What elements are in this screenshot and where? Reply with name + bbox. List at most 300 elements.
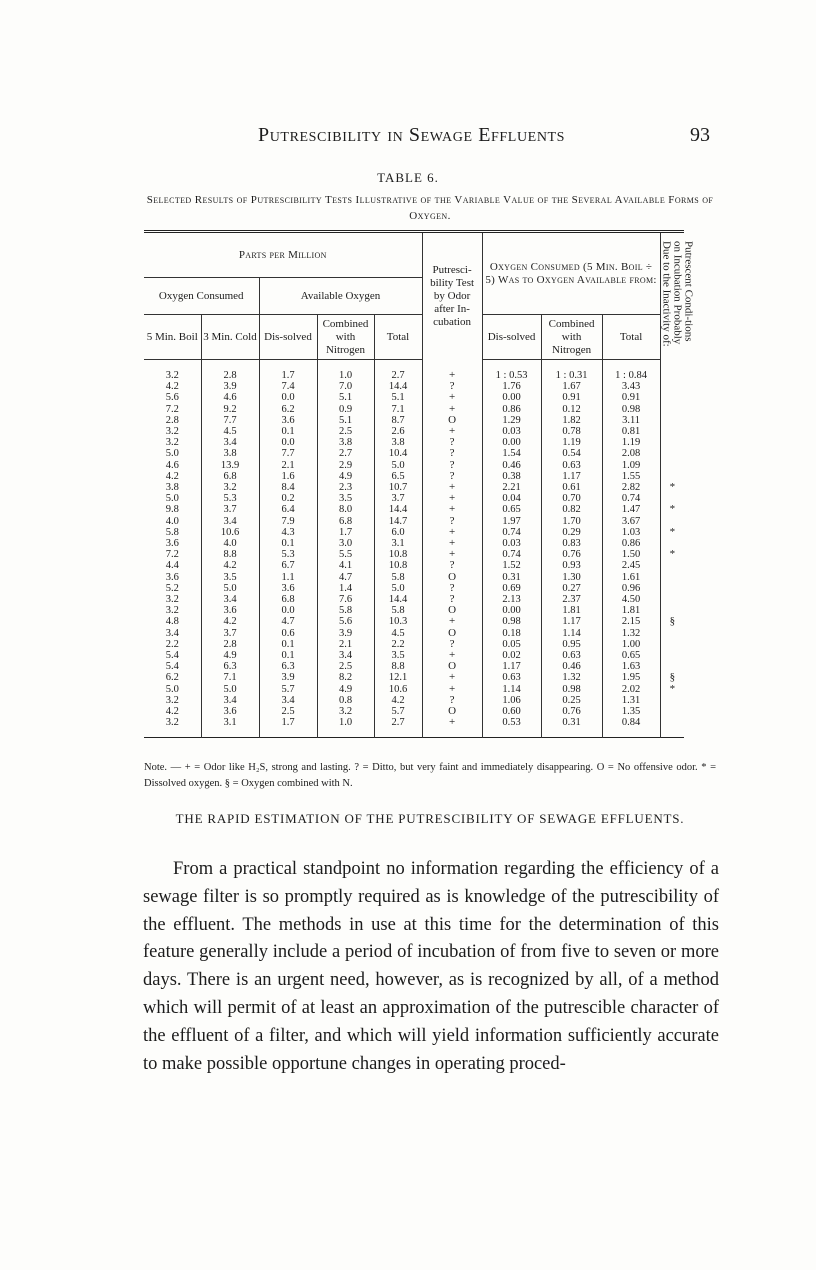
table-cell: 4.2 <box>144 381 201 392</box>
table-cell: 1.67 <box>541 381 602 392</box>
table-row <box>144 616 684 627</box>
table-cell: 2.13 <box>482 594 541 605</box>
oxygen-consumed-header: Oxygen Consumed <box>144 278 259 315</box>
table-cell: 0.91 <box>541 392 602 403</box>
table-row <box>144 717 684 737</box>
table-cell: 10.8 <box>374 560 422 571</box>
table-row <box>144 471 684 482</box>
table-cell: 1.03 <box>602 527 660 538</box>
table-cell: + <box>422 616 482 627</box>
table-cell: ? <box>422 437 482 448</box>
table-body <box>144 360 684 738</box>
table-cell: 3.6 <box>144 538 201 549</box>
table-row <box>144 392 684 403</box>
table-cell: 3.4 <box>201 695 259 706</box>
table-cell: 3.9 <box>201 381 259 392</box>
table-cell: 7.2 <box>144 549 201 560</box>
table-cell: 8.8 <box>374 661 422 672</box>
table-cell: 6.8 <box>317 516 374 527</box>
table-row <box>144 628 684 639</box>
table-cell: 1.14 <box>482 684 541 695</box>
table-cell: 2.5 <box>317 661 374 672</box>
table-cell: 4.9 <box>201 650 259 661</box>
table-cell: 10.8 <box>374 549 422 560</box>
table-cell: 3.2 <box>144 594 201 605</box>
body-paragraph: From a practical standpoint no information regarding the efficiency of a sewage filter is so promptly required as is knowledge of the putrescibility of the effluent. The methods in use at this time for the determination of this feature generally include a period of incubation of from five to seven or more days. There is an urgent need, however, as is recognized by all, of a method which will permit of at least an approximation of the putrescible character of the effluent of a filter, and which will yield information sufficiently accurate to make possible opportune changes in operating proced- <box>143 859 719 1074</box>
table-cell: 1.47 <box>602 504 660 515</box>
table-cell: 8.8 <box>201 549 259 560</box>
table-cell: 1.19 <box>541 437 602 448</box>
table-cell: 1.6 <box>259 471 317 482</box>
table-cell: 0.1 <box>259 538 317 549</box>
table-cell: + <box>422 650 482 661</box>
table-cell: O <box>422 605 482 616</box>
table-cell: + <box>422 527 482 538</box>
table-cell: 0.74 <box>482 549 541 560</box>
table-row <box>144 650 684 661</box>
table-cell: 1.7 <box>317 527 374 538</box>
table-cell: 2.1 <box>259 460 317 471</box>
table-cell: 0.74 <box>602 493 660 504</box>
table-cell: 3.8 <box>374 437 422 448</box>
table-cell: 4.7 <box>259 616 317 627</box>
table-cell: 5.3 <box>259 549 317 560</box>
table-cell: 5.3 <box>201 493 259 504</box>
ratio-dissolved-header: Dis-solved <box>482 315 541 360</box>
table-cell: 5.7 <box>374 706 422 717</box>
table-cell: 1.82 <box>541 415 602 426</box>
dissolved-header: Dis-solved <box>259 315 317 360</box>
table-cell: 2.08 <box>602 448 660 459</box>
table-cell: 2.2 <box>374 639 422 650</box>
table-cell: 1.32 <box>541 672 602 683</box>
table-cell: 1.17 <box>541 471 602 482</box>
table-row <box>144 460 684 471</box>
table-cell: 3.6 <box>259 415 317 426</box>
table-cell: 6.2 <box>259 404 317 415</box>
table-row <box>144 560 684 571</box>
table-cell: 3.2 <box>144 360 201 382</box>
table-cell: 1.97 <box>482 516 541 527</box>
table-row <box>144 516 684 527</box>
table-cell: 0.78 <box>541 426 602 437</box>
table-cell: 4.2 <box>144 471 201 482</box>
table-cell: * <box>669 525 676 538</box>
table-cell: ? <box>422 560 482 571</box>
table-cell: 2.2 <box>144 639 201 650</box>
table-cell: + <box>422 717 482 737</box>
table-row <box>144 684 684 695</box>
table-cell: 1.09 <box>602 460 660 471</box>
table-cell: 2.45 <box>602 560 660 571</box>
table-cell: * <box>669 481 676 494</box>
table-cell: 3.2 <box>317 706 374 717</box>
table-cell: 5.0 <box>144 448 201 459</box>
putrescibility-test-header: Putresci-bility Test by Odor after In-cubation <box>422 232 482 360</box>
table-cell <box>660 560 684 571</box>
table-cell: 0.63 <box>541 650 602 661</box>
table-cell: 3.1 <box>201 717 259 737</box>
table-cell: 1.19 <box>602 437 660 448</box>
table-cell: 1.00 <box>602 639 660 650</box>
table-cell: 1.76 <box>482 381 541 392</box>
table-row <box>144 493 684 504</box>
table-cell: 0.60 <box>482 706 541 717</box>
table-cell: 1 : 0.31 <box>541 360 602 382</box>
table-cell: 2.8 <box>144 415 201 426</box>
table-cell <box>660 360 684 382</box>
table-cell: 3.2 <box>144 437 201 448</box>
table-row <box>144 415 684 426</box>
table-cell: 3.4 <box>201 516 259 527</box>
table-cell <box>660 583 684 594</box>
table-cell: 1.7 <box>259 717 317 737</box>
table-cell: 7.1 <box>374 404 422 415</box>
table-cell: 5.0 <box>374 583 422 594</box>
table-cell: 0.00 <box>482 437 541 448</box>
table-cell: + <box>422 672 482 683</box>
table-cell: 4.2 <box>201 560 259 571</box>
table-cell: 1.63 <box>602 661 660 672</box>
table-cell: 6.8 <box>259 594 317 605</box>
table-cell: 5.0 <box>144 684 201 695</box>
table-cell: 0.00 <box>482 392 541 403</box>
table-cell: 3.43 <box>602 381 660 392</box>
table-cell: 7.7 <box>201 415 259 426</box>
table-cell: 0.76 <box>541 549 602 560</box>
table-cell: 3.8 <box>317 437 374 448</box>
five-min-boil-header: 5 Min. Boil <box>144 315 201 360</box>
table-cell: 1.70 <box>541 516 602 527</box>
table-cell: 3.4 <box>317 650 374 661</box>
table-cell <box>660 437 684 448</box>
table-cell: 1.54 <box>482 448 541 459</box>
table-cell: 14.4 <box>374 504 422 515</box>
table-cell: 1 : 0.53 <box>482 360 541 382</box>
table-cell: 4.4 <box>144 560 201 571</box>
table-cell: 0.65 <box>482 504 541 515</box>
table-cell: 0.63 <box>541 460 602 471</box>
table-cell <box>660 415 684 426</box>
table-cell: 0.05 <box>482 639 541 650</box>
table-cell: 7.1 <box>201 672 259 683</box>
table-cell: 2.3 <box>317 482 374 493</box>
table-cell: O <box>422 628 482 639</box>
table-cell: 3.0 <box>317 538 374 549</box>
table-cell: 4.8 <box>144 616 201 627</box>
table-row <box>144 437 684 448</box>
table-cell: 0.82 <box>541 504 602 515</box>
table-cell: 0.84 <box>602 717 660 737</box>
table-cell: 5.2 <box>144 583 201 594</box>
table-cell: 5.1 <box>317 392 374 403</box>
ratio-combined-header: Combined with Nitrogen <box>541 315 602 360</box>
table-cell: 5.8 <box>144 527 201 538</box>
table-cell: 10.4 <box>374 448 422 459</box>
table-cell: ? <box>422 594 482 605</box>
table-cell: ? <box>422 460 482 471</box>
table-cell: 2.82 <box>602 482 660 493</box>
table-cell: 0.2 <box>259 493 317 504</box>
table-cell: 0.76 <box>541 706 602 717</box>
table-cell: 2.7 <box>374 717 422 737</box>
table-cell: 0.0 <box>259 605 317 616</box>
putrescibility-table <box>144 230 695 738</box>
table-cell: 7.0 <box>317 381 374 392</box>
parts-per-million-header: Parts per Million <box>144 232 422 278</box>
table-cell: 2.5 <box>259 706 317 717</box>
table-cell: 0.70 <box>541 493 602 504</box>
table-cell: * <box>669 548 676 561</box>
table-cell: 0.83 <box>541 538 602 549</box>
table-cell: 1.14 <box>541 628 602 639</box>
table-cell: + <box>422 684 482 695</box>
table-cell <box>660 460 684 471</box>
table-cell: 5.0 <box>201 583 259 594</box>
table-row <box>144 538 684 549</box>
oxygen-consumed-ratio-header: Oxygen Consumed (5 Min. Boil ÷ 5) Was to Oxygen Available from: <box>482 232 660 315</box>
table-cell: 7.9 <box>259 516 317 527</box>
table-cell: 2.15 <box>602 616 660 627</box>
table-cell <box>660 717 684 737</box>
table-cell: 0.1 <box>259 650 317 661</box>
table-cell: 3.4 <box>259 695 317 706</box>
table-cell: 1.29 <box>482 415 541 426</box>
table-cell: ? <box>422 516 482 527</box>
table-cell: 0.38 <box>482 471 541 482</box>
table-cell: 1.4 <box>317 583 374 594</box>
table-row <box>144 672 684 683</box>
table-cell: 13.9 <box>201 460 259 471</box>
total-header: Total <box>374 315 422 360</box>
table-cell: 2.1 <box>317 639 374 650</box>
table-row <box>144 448 684 459</box>
table-cell: 9.2 <box>201 404 259 415</box>
table-label: TABLE 6. <box>377 170 439 185</box>
body-text <box>143 856 719 1078</box>
table-cell: 4.3 <box>259 527 317 538</box>
table-cell: 3.7 <box>201 628 259 639</box>
table-caption: Selected Results of Putrescibility Tests Illustrative of the Variable Value of the Several Available Forms of Oxygen. <box>146 194 714 222</box>
table-cell: 5.6 <box>317 616 374 627</box>
table-cell: 8.7 <box>374 415 422 426</box>
table-cell: 0.98 <box>482 616 541 627</box>
table-row <box>144 482 684 493</box>
table-cell: 3.2 <box>144 426 201 437</box>
table-cell: 4.1 <box>317 560 374 571</box>
table-cell <box>660 695 684 706</box>
table-cell: 6.3 <box>201 661 259 672</box>
table-cell: 3.2 <box>144 717 201 737</box>
table-cell: 4.50 <box>602 594 660 605</box>
available-oxygen-header: Available Oxygen <box>259 278 422 315</box>
table-cell: 6.5 <box>374 471 422 482</box>
table-cell <box>660 628 684 639</box>
table-cell: 4.6 <box>201 392 259 403</box>
table-cell: 6.2 <box>144 672 201 683</box>
table-cell: 1.55 <box>602 471 660 482</box>
table-cell: 5.7 <box>259 684 317 695</box>
table-cell: 7.6 <box>317 594 374 605</box>
table-row <box>144 605 684 616</box>
table-cell: 0.69 <box>482 583 541 594</box>
section-heading: THE RAPID ESTIMATION OF THE PUTRESCIBILITY OF SEWAGE EFFLUENTS. <box>175 811 685 826</box>
table-cell: 6.0 <box>374 527 422 538</box>
three-min-cold-header: 3 Min. Cold <box>201 315 259 360</box>
table-cell <box>660 706 684 717</box>
table-cell: 1.50 <box>602 549 660 560</box>
table-cell: 3.6 <box>201 605 259 616</box>
table-cell: 0.02 <box>482 650 541 661</box>
table-cell: 1.30 <box>541 572 602 583</box>
table-cell: 3.67 <box>602 516 660 527</box>
table-cell: 14.4 <box>374 381 422 392</box>
table-cell: + <box>422 538 482 549</box>
table-cell <box>660 650 684 661</box>
ratio-total-header: Total <box>602 315 660 360</box>
table-cell: 10.7 <box>374 482 422 493</box>
table-cell: 14.4 <box>374 594 422 605</box>
table-cell: 5.0 <box>374 460 422 471</box>
table-cell: ? <box>422 448 482 459</box>
table-cell: 4.2 <box>374 695 422 706</box>
table-cell: 0.04 <box>482 493 541 504</box>
table-cell <box>660 448 684 459</box>
table-cell: + <box>422 426 482 437</box>
table-cell: 0.98 <box>602 404 660 415</box>
table-cell: 4.9 <box>317 471 374 482</box>
table-cell: 0.0 <box>259 392 317 403</box>
table-row <box>144 583 684 594</box>
table-cell: 0.74 <box>482 527 541 538</box>
putrescent-conditions-header <box>660 232 695 360</box>
table-cell: 2.37 <box>541 594 602 605</box>
table-cell: 1.31 <box>602 695 660 706</box>
table-cell <box>660 594 684 605</box>
table-cell: 9.8 <box>144 504 201 515</box>
table-cell: 0.95 <box>541 639 602 650</box>
table-cell: 6.7 <box>259 560 317 571</box>
putrescent-conditions-text: Putrescent Condi-tions on Incubation Probably Due to the Inactivity of: <box>660 241 695 347</box>
table-cell: 0.65 <box>602 650 660 661</box>
table-cell: 3.7 <box>201 504 259 515</box>
table-cell: 6.4 <box>259 504 317 515</box>
table-row <box>144 661 684 672</box>
table-cell: 0.61 <box>541 482 602 493</box>
table-row <box>144 360 684 382</box>
table-row <box>144 381 684 392</box>
table-cell: + <box>422 404 482 415</box>
table-cell: ? <box>422 583 482 594</box>
table-cell: 1.95 <box>602 672 660 683</box>
table-row <box>144 594 684 605</box>
table-cell: 1.0 <box>317 360 374 382</box>
table-cell: 10.3 <box>374 616 422 627</box>
table-cell: + <box>422 549 482 560</box>
table-cell: O <box>422 706 482 717</box>
table-cell <box>660 426 684 437</box>
table-cell: 1.32 <box>602 628 660 639</box>
table-cell: + <box>422 493 482 504</box>
table-cell: 3.6 <box>144 572 201 583</box>
table-cell: 1.35 <box>602 706 660 717</box>
table-cell: 8.2 <box>317 672 374 683</box>
table-cell: 0.54 <box>541 448 602 459</box>
table-cell: + <box>422 482 482 493</box>
table-cell: 0.1 <box>259 639 317 650</box>
table-cell: 3.2 <box>144 605 201 616</box>
table-cell: 0.86 <box>602 538 660 549</box>
table-cell: 0.9 <box>317 404 374 415</box>
table-cell: 7.7 <box>259 448 317 459</box>
table-cell: * <box>669 503 676 516</box>
table-cell: 0.93 <box>541 560 602 571</box>
table-cell: 4.6 <box>144 460 201 471</box>
table-cell: 0.1 <box>259 426 317 437</box>
table-cell: + <box>422 360 482 382</box>
table-cell: 2.8 <box>201 360 259 382</box>
table-cell: 4.0 <box>144 516 201 527</box>
table-cell <box>660 381 684 392</box>
table-cell: 3.8 <box>201 448 259 459</box>
table-cell: 8.0 <box>317 504 374 515</box>
table-cell: 10.6 <box>201 527 259 538</box>
table-cell: 0.8 <box>317 695 374 706</box>
table-cell: 5.8 <box>374 605 422 616</box>
table-cell: 0.31 <box>541 717 602 737</box>
table-cell: 0.53 <box>482 717 541 737</box>
table-cell: 1.61 <box>602 572 660 583</box>
table-row <box>144 572 684 583</box>
table-cell: 3.4 <box>144 628 201 639</box>
table-cell: 2.6 <box>374 426 422 437</box>
table-cell: 5.8 <box>374 572 422 583</box>
table-cell: § <box>669 671 676 684</box>
table-cell: 4.9 <box>317 684 374 695</box>
table-row <box>144 404 684 415</box>
table-cell: 1.81 <box>602 605 660 616</box>
table-cell: 0.6 <box>259 628 317 639</box>
table-cell: 3.5 <box>374 650 422 661</box>
table-cell: O <box>422 572 482 583</box>
table-cell: 2.21 <box>482 482 541 493</box>
table-row <box>144 706 684 717</box>
table-cell: 3.4 <box>201 437 259 448</box>
table-cell: 5.0 <box>144 493 201 504</box>
table-cell: 3.9 <box>317 628 374 639</box>
table-cell <box>660 392 684 403</box>
table-cell: 1.17 <box>541 616 602 627</box>
table-cell: 4.2 <box>144 706 201 717</box>
table-row <box>144 549 684 560</box>
table-cell: 2.7 <box>317 448 374 459</box>
table-row <box>144 695 684 706</box>
table-cell: 3.11 <box>602 415 660 426</box>
table-cell: O <box>422 661 482 672</box>
table-cell: 1.81 <box>541 605 602 616</box>
table-note: Note. — + = Odor like H₂S, strong and lasting. ? = Ditto, but very faint and immediately disappearing. O = No offensive odor. * = Dissolved oxygen. § = Oxygen combined with N. <box>144 762 716 789</box>
table-cell: 8.4 <box>259 482 317 493</box>
table-cell: 1 : 0.84 <box>602 360 660 382</box>
table-cell: 7.4 <box>259 381 317 392</box>
table-cell: 3.8 <box>144 482 201 493</box>
table-cell: 14.7 <box>374 516 422 527</box>
table-cell: 5.4 <box>144 661 201 672</box>
table-cell: 4.2 <box>201 616 259 627</box>
table-cell: 3.5 <box>201 572 259 583</box>
table-cell: 1.0 <box>317 717 374 737</box>
table-cell: + <box>422 392 482 403</box>
